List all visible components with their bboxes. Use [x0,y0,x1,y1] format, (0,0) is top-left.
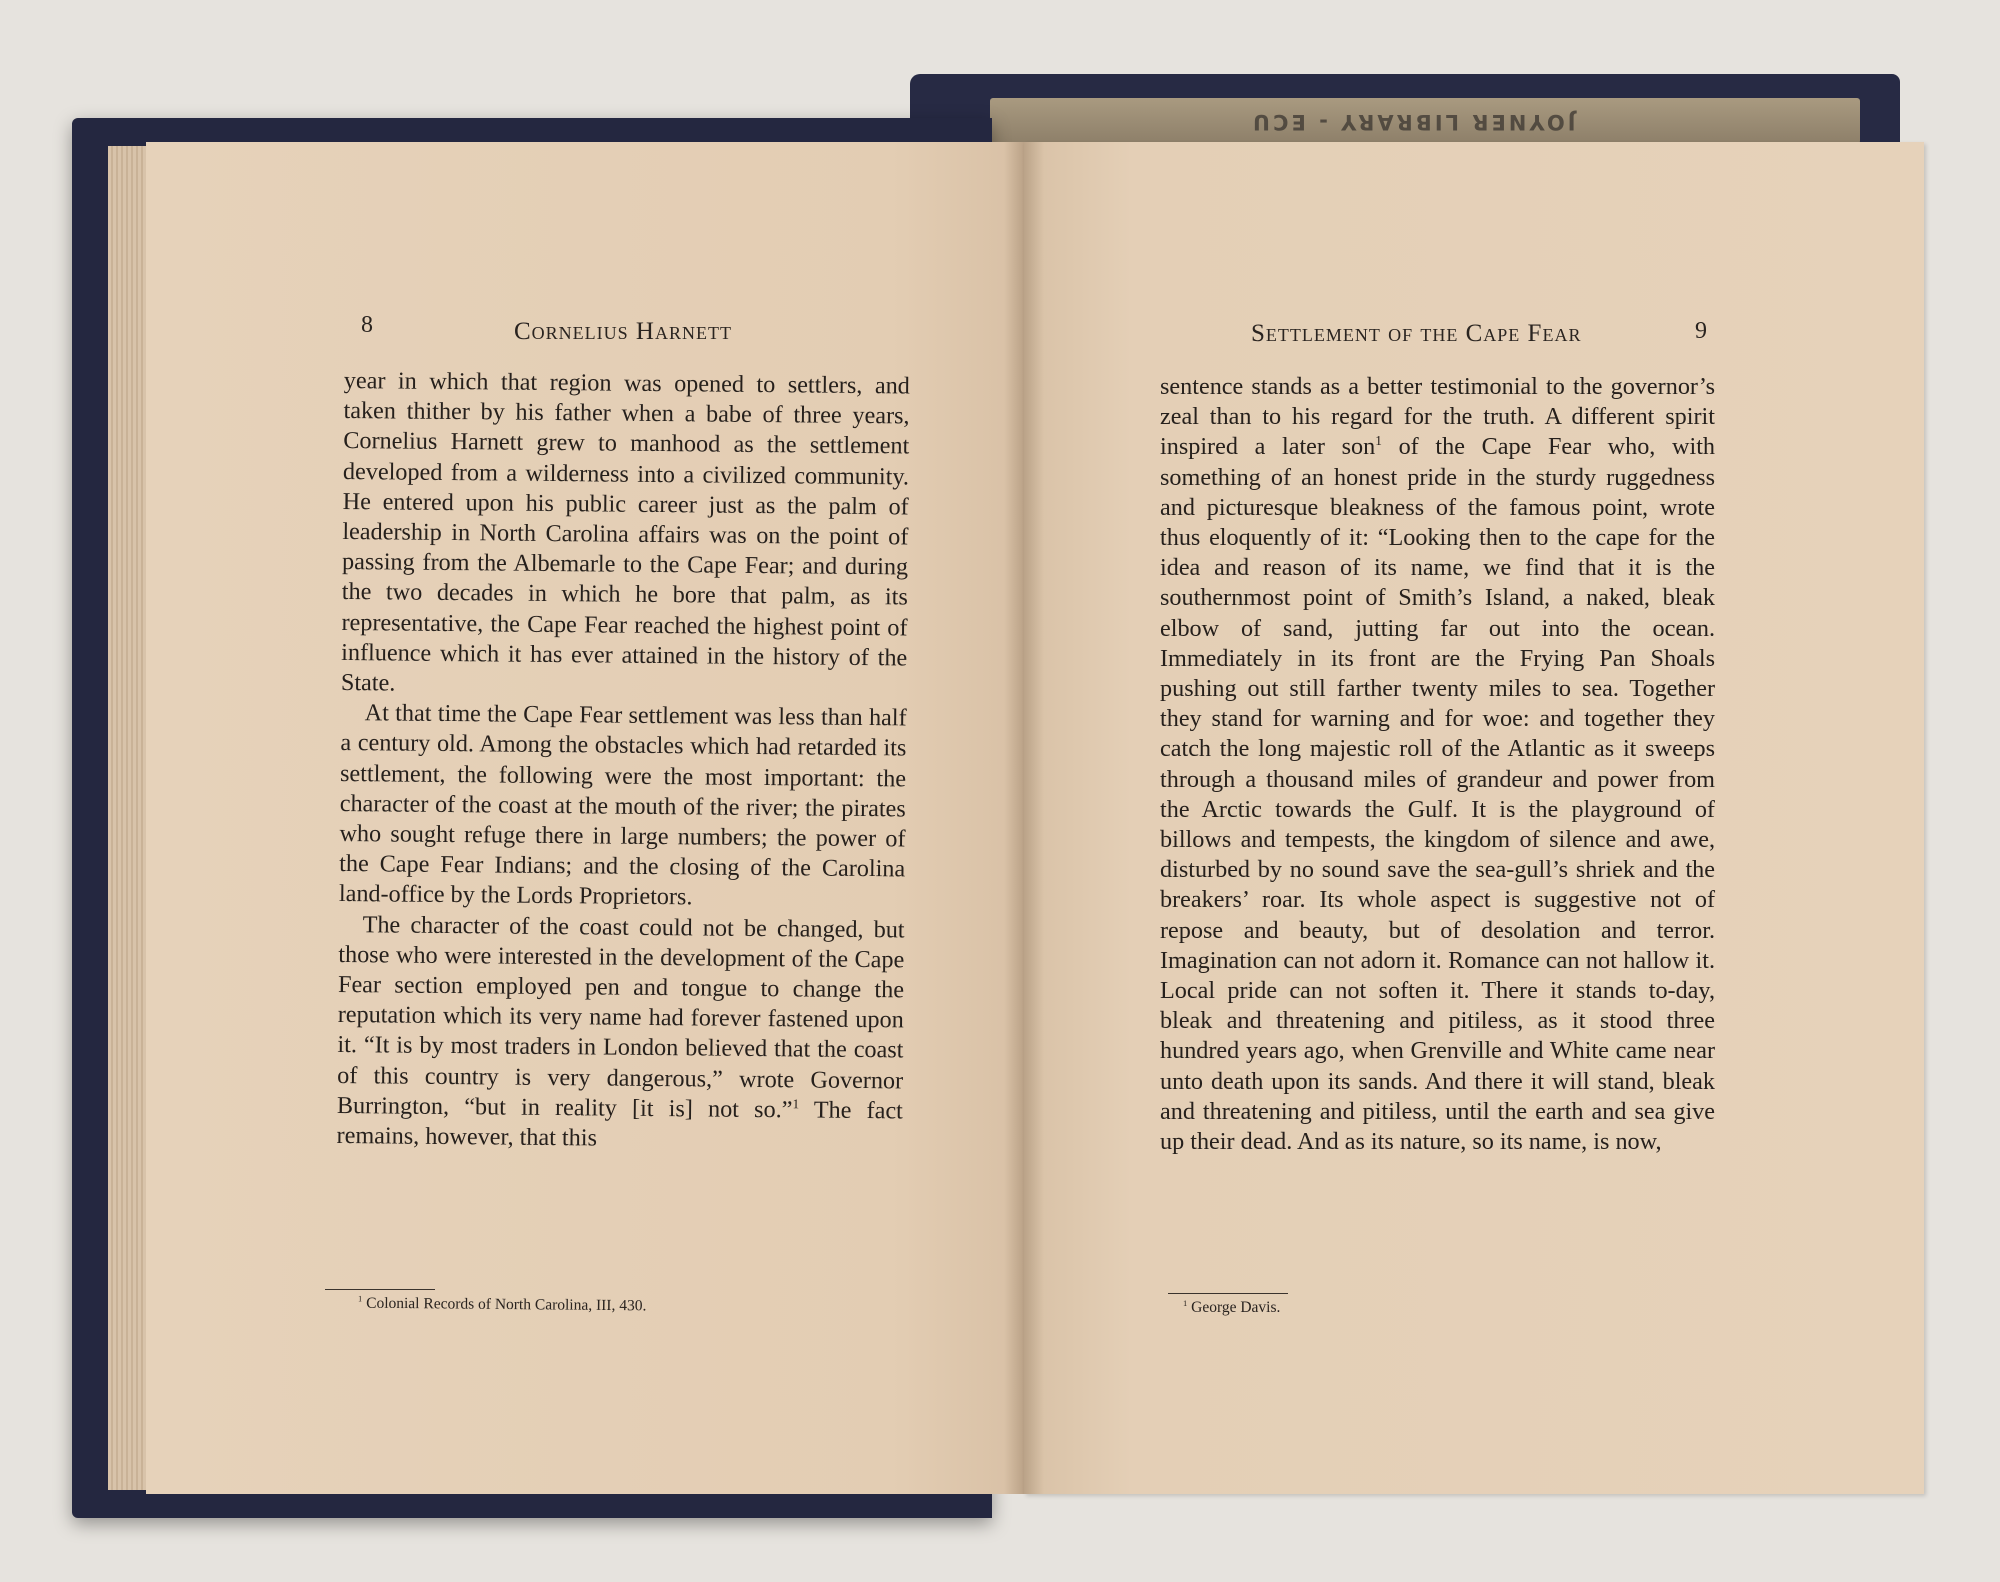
footnote-marker: 1 [792,1096,800,1112]
page-number-right: 9 [1695,318,1707,344]
footnote-number: 1 [358,1293,363,1304]
footnote-text: Colonial Records of North Carolina, III, 430. [366,1294,647,1315]
footnote-rule [1168,1293,1288,1294]
paragraph-text: The character of the coast could not be changed, but those who were interested in the development of the Cape Fear section employed pen and tongue to change the reputation which its very name had forever fastened upon it. “It is by most traders in London believed that the coast of this country is very dangerous,” wrote Governor Burrington, “but in reality [it is] not so.” [336,910,905,1124]
page-number-left: 8 [361,312,373,338]
paragraph-text: The fact remains, however, that this [336,1096,903,1152]
paragraph [1160,372,1715,1157]
running-title-right: Settlement of the Cape Fear [1251,320,1582,347]
footnote-number: 1 [1183,1297,1188,1308]
paragraph: year in which that region was opened to settlers, and taken thither by his father when a babe of three years, Cornelius Harnett grew to manhood as the settlement developed from a wilderness into a civilized community. He entered upon his public career just as the palm of leadership in North Carolina affairs was on the point of passing from the Albemarle to the Cape Fear; and during the two decades in which he bore that palm, as its representative, the Cape Fear reached the highest point of influence which it has ever attained in the history of the State. [340,366,910,697]
paragraph: At that time the Cape Fear settlement was less than half a century old. Among the obstacles which had retarded its settlement, the following were the most important: the character of the coast at the mouth of the river; the pirates who sought refuge there in large numbers; the power of the Cape Fear Indians; and the closing of the Carolina land-office by the Lords Proprietors. [338,699,907,911]
footnote-rule [325,1289,435,1290]
paragraph-text: of the Cape Fear who, with something of an honest pride in the sturdy ruggedness and picturesque bleakness of the famous point, wrote thus eloquently of it: “Looking then to the cape for the idea and reason of its name, we find that it is the southernmost point of Smith’s Island, a naked, bleak elbow of sand, jutting far out into the ocean. Immediately in its front are the Frying Pan Shoals pushing out still farther twenty miles to sea. Together they stand for warning and for woe: and together they catch the long majestic roll of the Atlantic as it sweeps through a thousand miles of grandeur and power from the Arctic towards the Gulf. It is the playground of billows and tempests, the kingdom of silence and awe, disturbed by no sound save the sea-gull’s shriek and the breakers’ roar. Its whole aspect is suggestive not of repose and beauty, but of desolation and terror. Imagination can not adorn it. Romance can not hallow it. Local pride can not soften it. There it stands to-day, bleak and threatening and pitiless, as it stood three hundred years ago, when Grenville and White came near unto death upon its sands. And there it will stand, bleak and threatening and pitiless, until the earth and sea give up their dead. And as its nature, so its name, is now, [1160,433,1716,1156]
page-block-top-edge [990,98,1860,144]
library-edge-stamp: JOYNER LIBRARY - ECU [1250,110,1576,134]
footnote-right [1183,1299,1280,1317]
right-body-text [1160,372,1715,1157]
running-title-left: Cornelius Harnett [514,318,732,345]
footnote-left [358,1295,647,1316]
left-body-text [336,366,910,1157]
paragraph-text: sentence stands as a better testimonial to the governor’s zeal than to his regard for the truth. A different spirit inspired a later son [1160,373,1715,461]
book-gutter [1004,142,1044,1494]
footnote-marker: 1 [1375,433,1382,449]
paragraph [336,910,904,1157]
footnote-text: George Davis. [1191,1299,1281,1316]
